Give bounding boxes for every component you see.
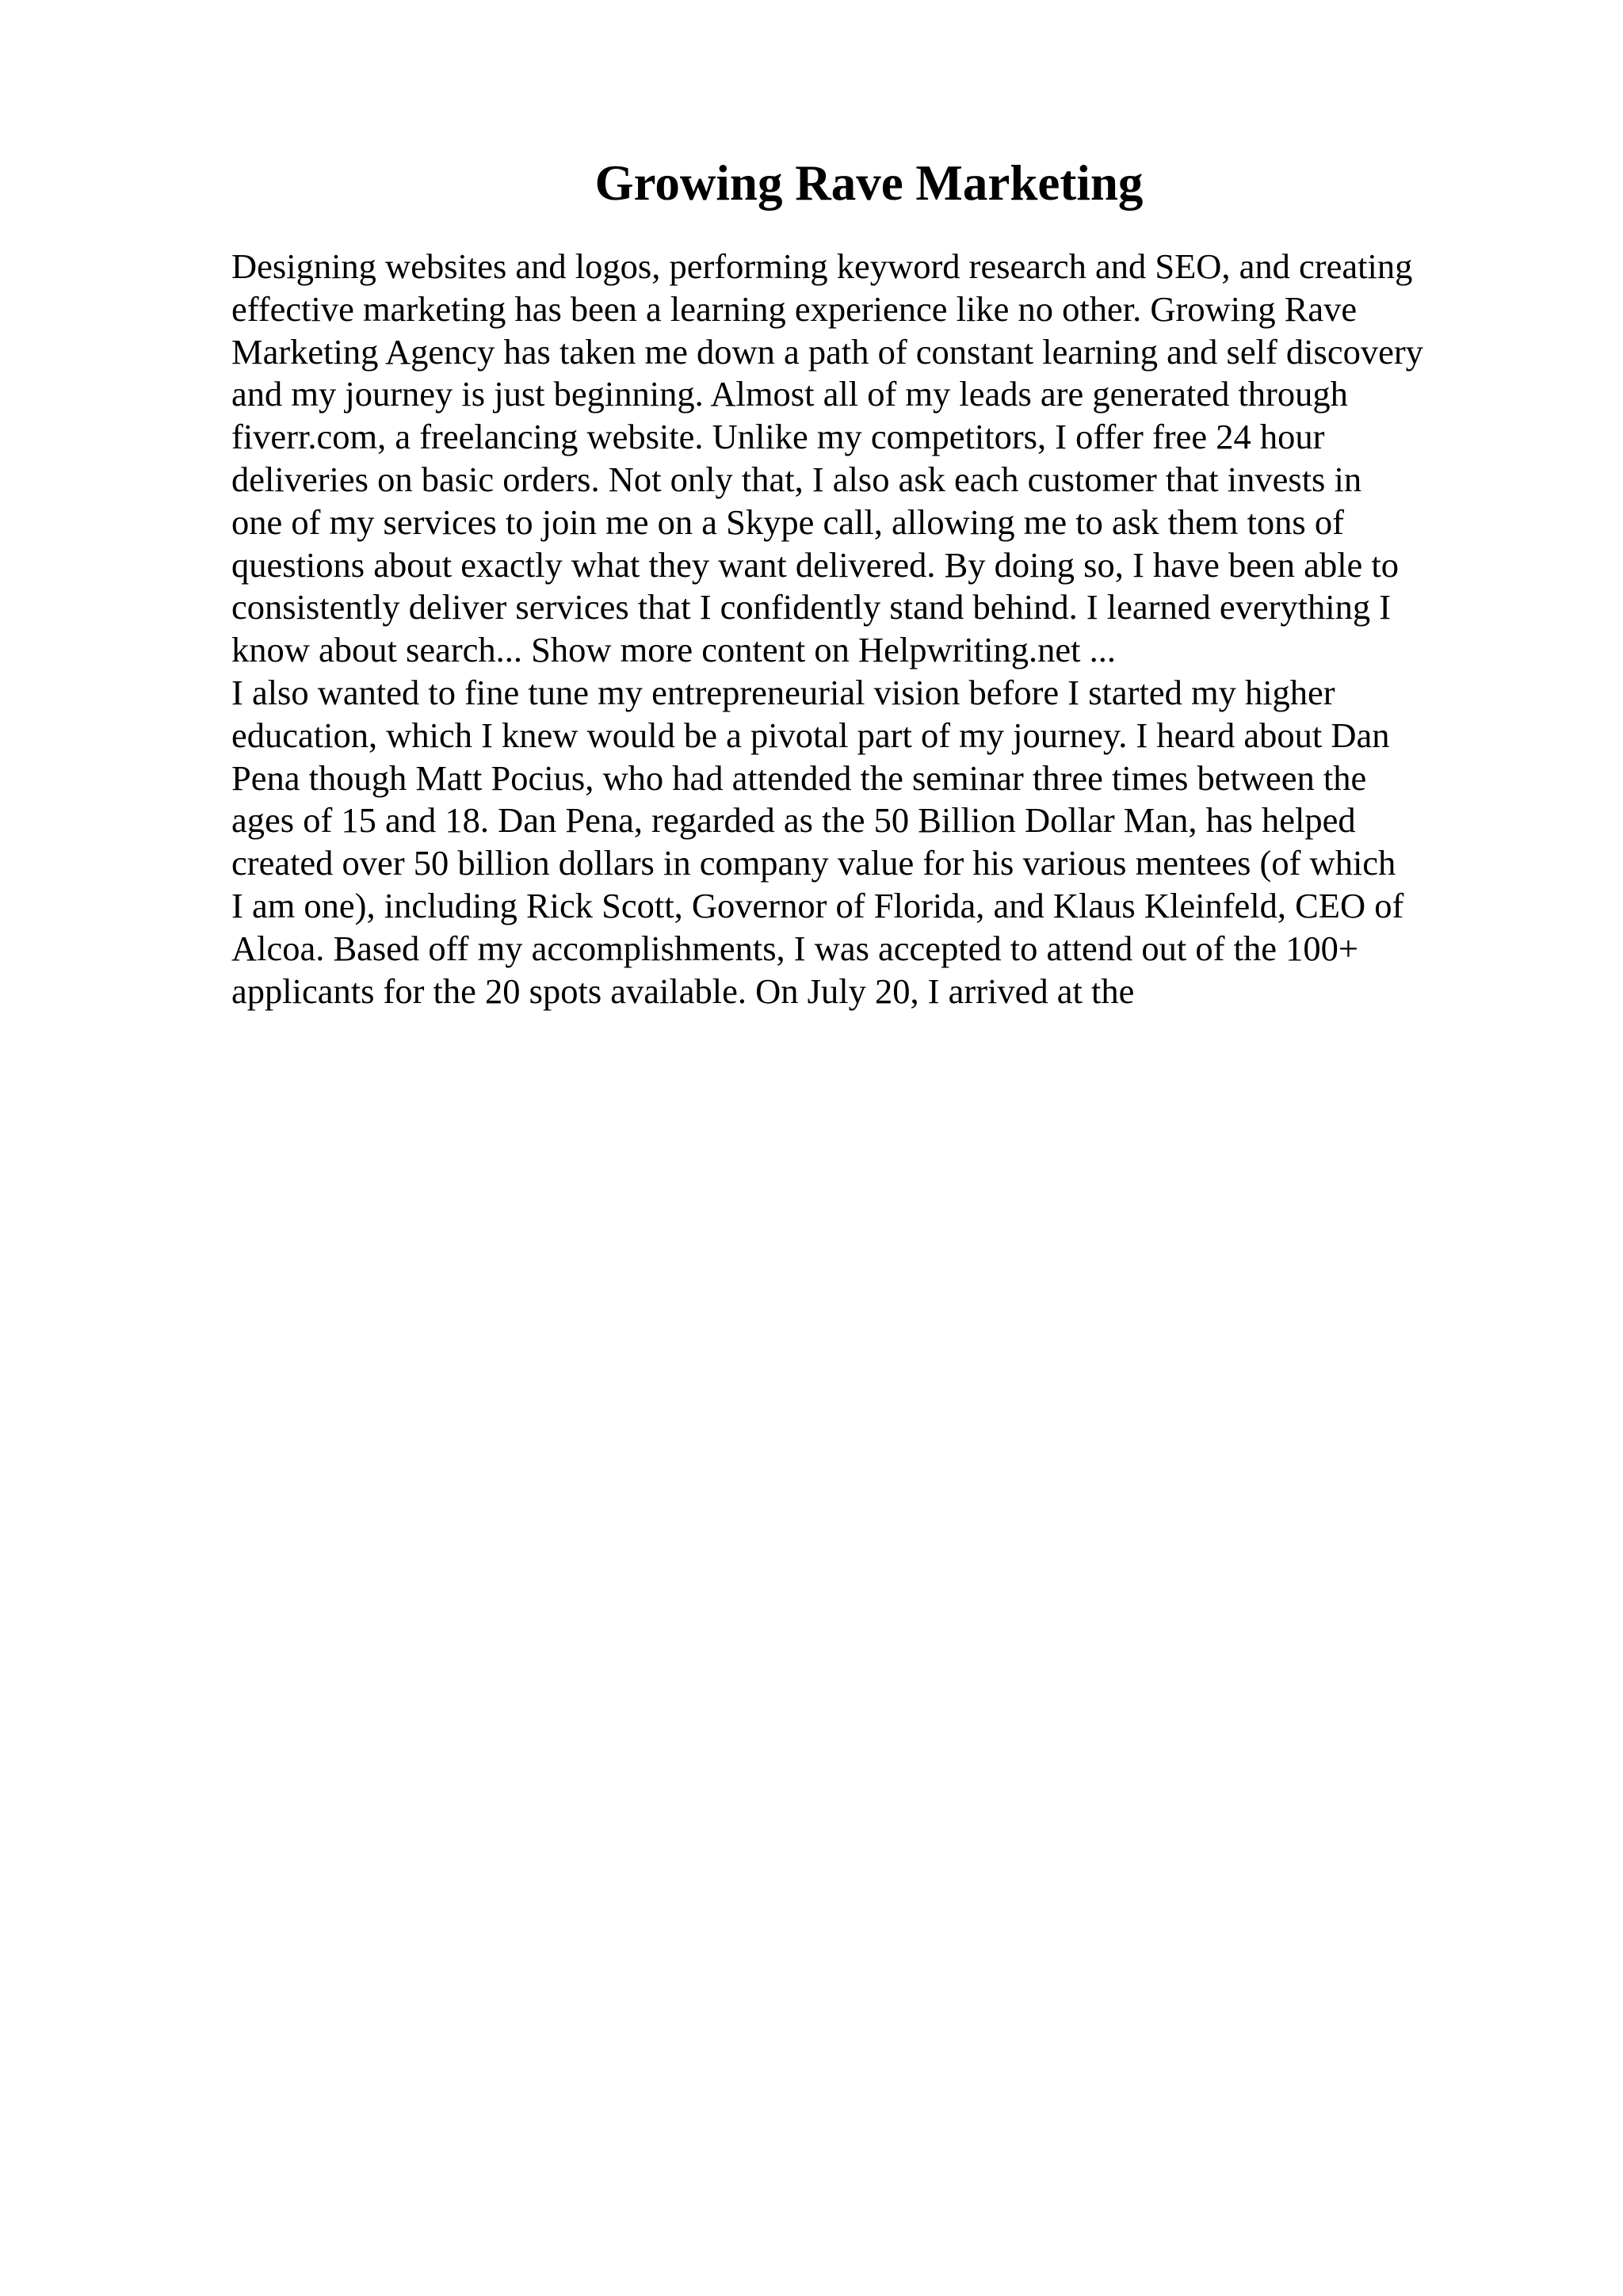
body-line: applicants for the 20 spots available. On July 20, I arrived at the <box>231 971 1135 1011</box>
body-line: Alcoa. Based off my accomplishments, I was accepted to attend out of the 100+ <box>231 928 1358 968</box>
body-line: know about search... Show more content on Helpwriting.net ... <box>231 630 1116 670</box>
document-title: Growing Rave Marketing <box>594 155 1144 211</box>
body-line: Marketing Agency has taken me down a path of constant learning and self discovery <box>231 331 1423 372</box>
body-line: I am one), including Rick Scott, Governor of Florida, and Klaus Kleinfeld, CEO of <box>231 885 1404 925</box>
body-line: fiverr.com, a freelancing website. Unlike my competitors, I offer free 24 hour <box>231 417 1325 457</box>
body-line: created over 50 billion dollars in company value for his various mentees (of which <box>231 843 1396 883</box>
body-line: Designing websites and logos, performing keyword research and SEO, and creating <box>231 246 1413 286</box>
body-line: deliveries on basic orders. Not only that, I also ask each customer that invests in <box>231 459 1362 499</box>
body-line: Pena though Matt Pocius, who had attended the seminar three times between the <box>231 757 1367 798</box>
body-line: effective marketing has been a learning experience like no other. Growing Rave <box>231 288 1358 329</box>
body-line: I also wanted to fine tune my entrepreneurial vision before I started my higher <box>231 672 1335 712</box>
body-line: questions about exactly what they want delivered. By doing so, I have been able to <box>231 544 1400 585</box>
body-line: consistently deliver services that I confidently stand behind. I learned everything I <box>231 587 1392 627</box>
body-line: ages of 15 and 18. Dan Pena, regarded as the 50 Billion Dollar Man, has helped <box>231 800 1356 841</box>
document-body <box>231 246 1515 1013</box>
body-line: and my journey is just beginning. Almost all of my leads are generated through <box>231 374 1348 414</box>
body-line: education, which I knew would be a pivotal part of my journey. I heard about Dan <box>231 715 1390 755</box>
body-line: one of my services to join me on a Skype call, allowing me to ask them tons of <box>231 502 1344 542</box>
